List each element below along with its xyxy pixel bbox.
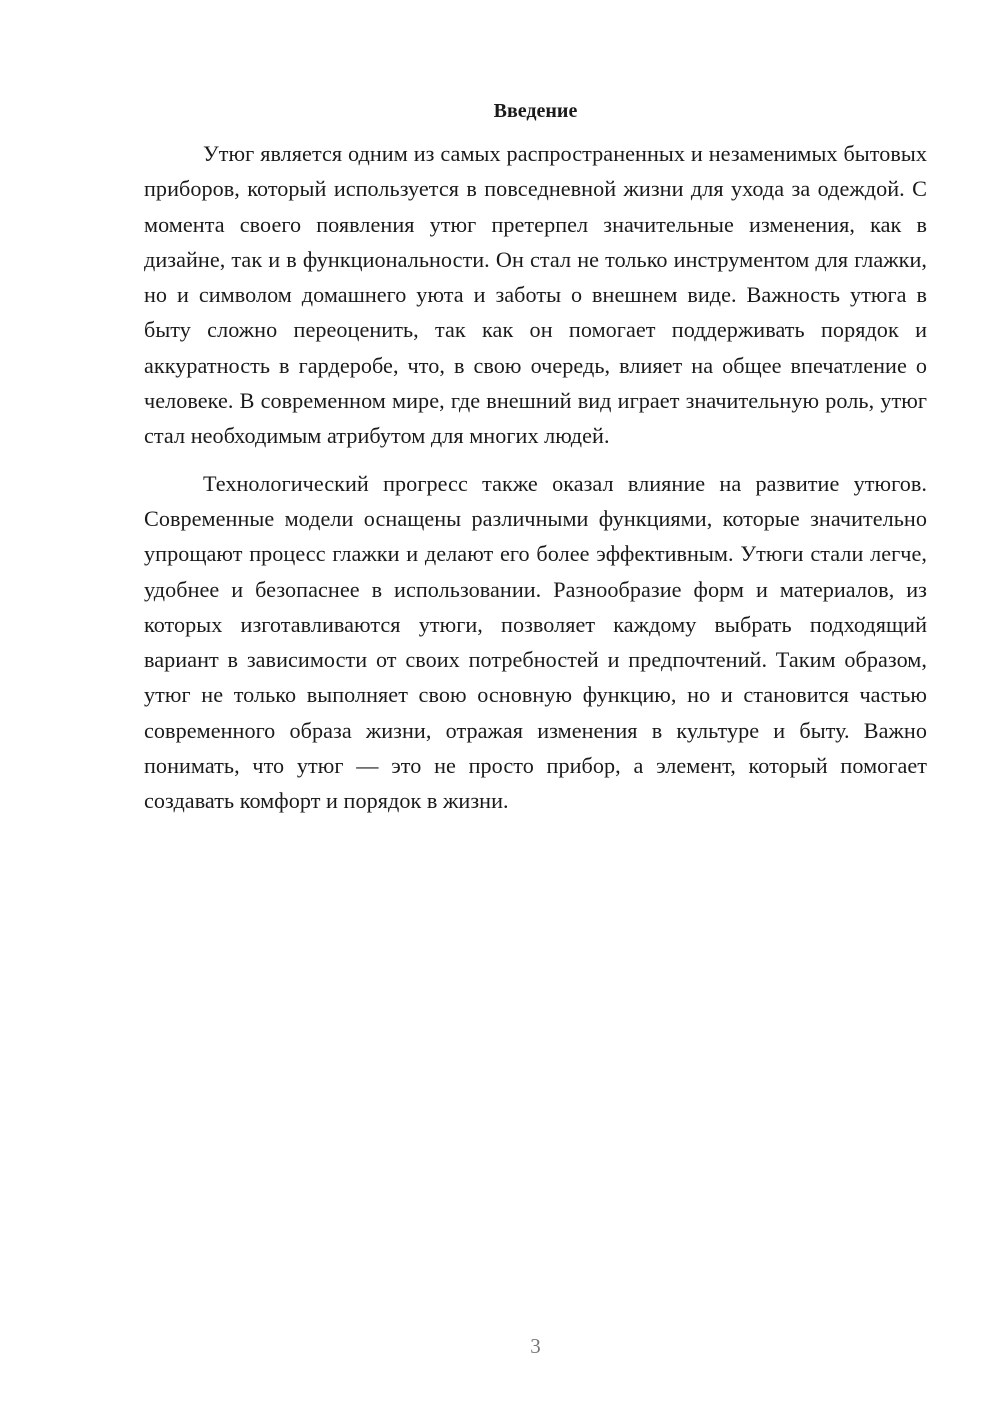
page-number: 3 [530, 1334, 541, 1358]
paragraph-2: Технологический прогресс также оказал влияние на развитие утюгов. Современные модели оснащены различными функциями, которые значительно упрощают процесс глажки и делают его более эффективным. Утюги стали легче, удобнее и безопаснее в использовании. Разнообразие форм и материалов, из которых изготавливаются утюги, позволяет каждому выбрать подходящий вариант в зависимости от своих потребностей и предпочтений. Таким образом, утюг не только выполняет свою основную функцию, но и становится частью современного образа жизни, отражая изменения в культуре и быту. Важно понимать, что утюг — это не просто прибор, а элемент, который помогает создавать комфорт и порядок в жизни. [144, 470, 927, 814]
paragraph-1: Утюг является одним из самых распространенных и незаменимых бытовых приборов, который используется в повседневной жизни для ухода за одеждой. С момента своего появления утюг претерпел значительные изменения, как в дизайне, так и в функциональности. Он стал не только инструментом для глажки, но и символом домашнего уюта и заботы о внешнем виде. Важность утюга в быту сложно переоценить, так как он помогает поддерживать порядок и аккуратность в гардеробе, что, в свою очередь, влияет на общее впечатление о человеке. В современном мире, где внешний вид играет значительную роль, утюг стал необходимым атрибутом для многих людей. [144, 141, 927, 449]
document-content [144, 96, 927, 819]
section-title: Введение [493, 100, 578, 122]
